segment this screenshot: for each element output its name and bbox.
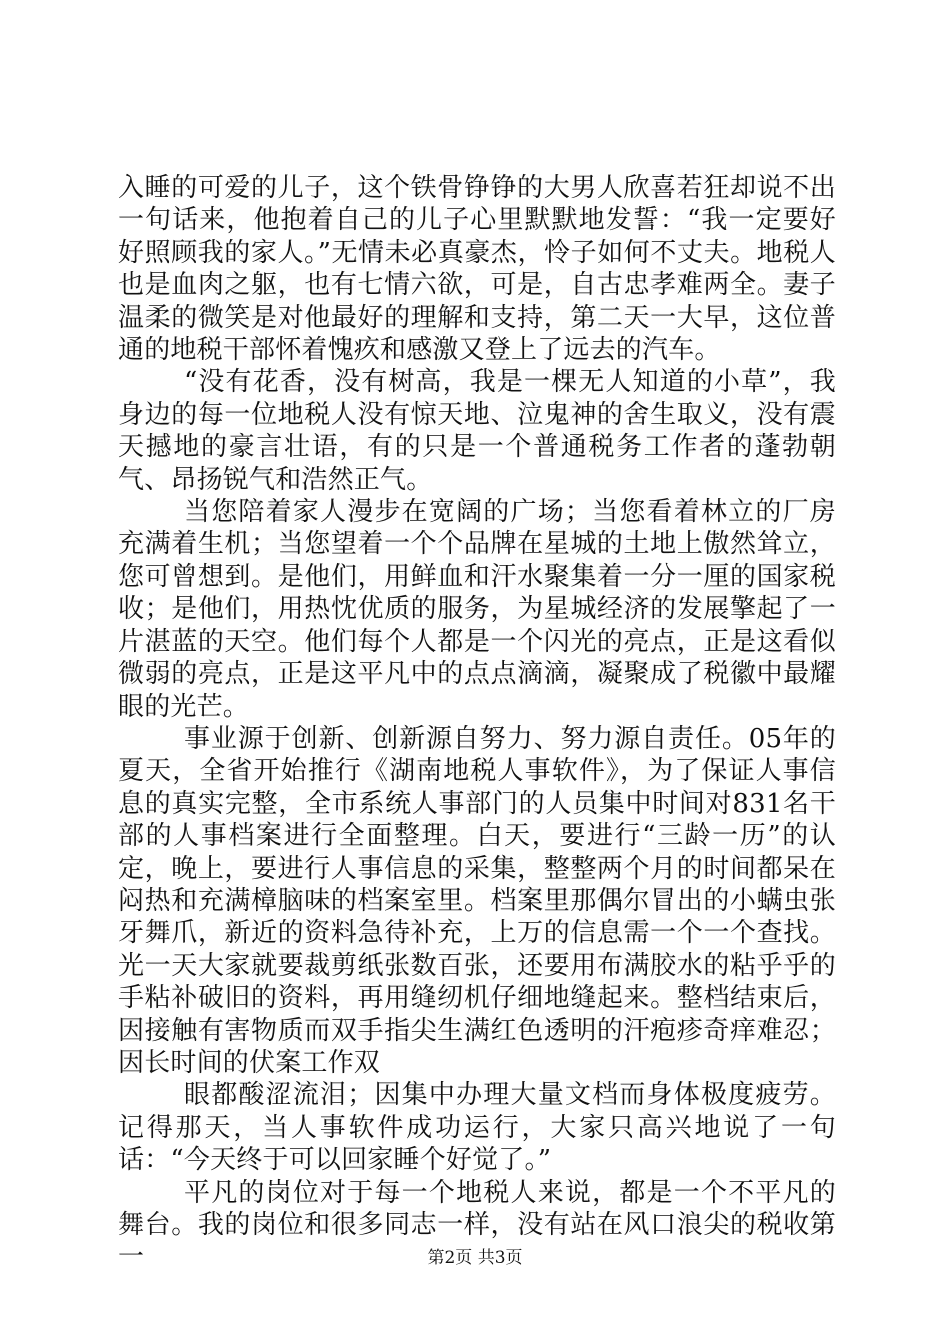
paragraph-5: 眼都酸涩流泪；因集中办理大量文档而身体极度疲劳。记得那天，当人事软件成功运行，大家只高兴地说了一句话：“今天终于可以回家睡个好觉了。” (118, 1080, 836, 1176)
page-number-footer: 第2页 共3页 (427, 1248, 523, 1268)
document-body (118, 172, 836, 1274)
paragraph-1: 入睡的可爱的儿子，这个铁骨铮铮的大男人欣喜若狂却说不出一句话来，他抱着自己的儿子心里默默地发誓：“我一定要好好照顾我的家人。”无情未必真豪杰，怜子如何不丈夫。地税人也是血肉之躯，也有七情六欲，可是，自古忠孝难两全。妻子温柔的微笑是对他最好的理解和支持，第二天一大早，这位普通的地税干部怀着愧疚和感激又登上了远去的汽车。 (118, 173, 836, 366)
paragraph-2: “没有花香，没有树高，我是一棵无人知道的小草”，我身边的每一位地税人没有惊天地、泣鬼神的舍生取义，没有震天撼地的豪言壮语，有的只是一个普通税务工作者的蓬勃朝气、昂扬锐气和浩然正气。 (118, 367, 836, 495)
paragraph-3: 当您陪着家人漫步在宽阔的广场；当您看着林立的厂房充满着生机；当您望着一个个品牌在星城的土地上傲然耸立，您可曾想到。是他们，用鲜血和汗水聚集着一分一厘的国家税收；是他们，用热忱优质的服务，为星城经济的发展擎起了一片湛蓝的天空。他们每个人都是一个闪光的亮点，正是这看似微弱的亮点，正是这平凡中的点点滴滴，凝聚成了税徽中最耀眼的光芒。 (118, 497, 836, 722)
paragraph-4: 事业源于创新、创新源自努力、努力源自责任。05年的夏天，全省开始推行《湖南地税人事软件》，为了保证人事信息的真实完整，全市系统人事部门的人员集中时间对831名干部的人事档案进行全面整理。白天，要进行“三龄一历”的认定，晚上，要进行人事信息的采集，整整两个月的时间都呆在闷热和充满樟脑味的档案室里。档案里那偶尔冒出的小螨虫张牙舞爪，新近的资料急待补充，上万的信息需一个一个查找。光一天大家就要裁剪纸张数百张，还要用布满胶水的粘乎乎的手粘补破旧的资料，再用缝纫机仔细地缝起来。整档结束后，因接触有害物质而双手指尖生满红色透明的汗疱疹奇痒难忍；因长时间的伏案工作双 (118, 723, 836, 1078)
paragraph-6: 平凡的岗位对于每一个地税人来说，都是一个不平凡的舞台。我的岗位和很多同志一样，没有站在风口浪尖的税收第一 (118, 1177, 836, 1273)
